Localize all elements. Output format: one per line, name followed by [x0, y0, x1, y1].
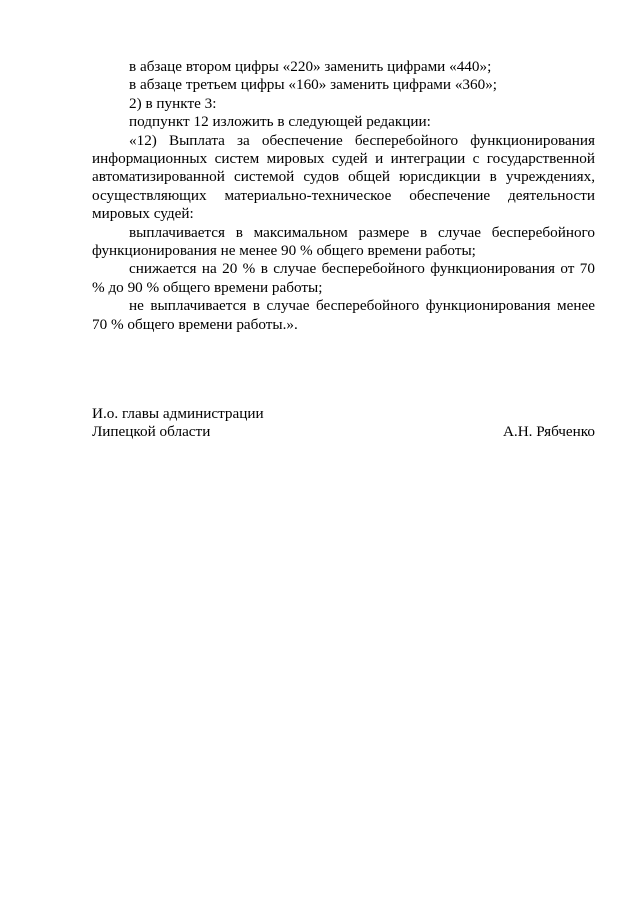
- paragraph-max-payment: выплачивается в максимальном размере в случае бесперебойного функционирования не менее 90 % общего времени работы;: [92, 223, 595, 260]
- signatory-position-line2: Липецкой области: [92, 423, 211, 441]
- signature-block: [92, 405, 595, 442]
- signature-title-row: [92, 405, 595, 423]
- signatory-position-line1: И.о. главы администрации: [92, 405, 264, 422]
- paragraph-item-2-point-3: 2) в пункте 3:: [129, 94, 217, 112]
- paragraph-clause-paragraph-two: в абзаце втором цифры «220» заменить цифрами «440»;: [129, 58, 492, 75]
- signatory-name: А.Н. Рябченко: [502, 423, 595, 441]
- paragraph-reduced-payment: снижается на 20 % в случае бесперебойного функционирования от 70 % до 90 % общего времени работы;: [92, 260, 595, 296]
- paragraph-clause-paragraph-three: в абзаце третьем цифры «160» заменить цифрами «360»;: [129, 76, 498, 94]
- signature-name-row: [92, 423, 595, 441]
- paragraph-subpoint-12-text: «12) Выплата за обеспечение бесперебойного функционирования информационных систем мировых судей и интеграции с государственной автоматизированной системой судов общей юрисдикции в учреждениях, осуществляющих материально-техническое обеспечение деятельности мировых судей:: [92, 131, 595, 223]
- document-body: [92, 58, 595, 334]
- paragraph-subpoint-12-intro: подпункт 12 изложить в следующей редакции:: [129, 113, 431, 131]
- paragraph-no-payment: не выплачивается в случае бесперебойного функционирования менее 70 % общего времени работы.».: [92, 297, 595, 333]
